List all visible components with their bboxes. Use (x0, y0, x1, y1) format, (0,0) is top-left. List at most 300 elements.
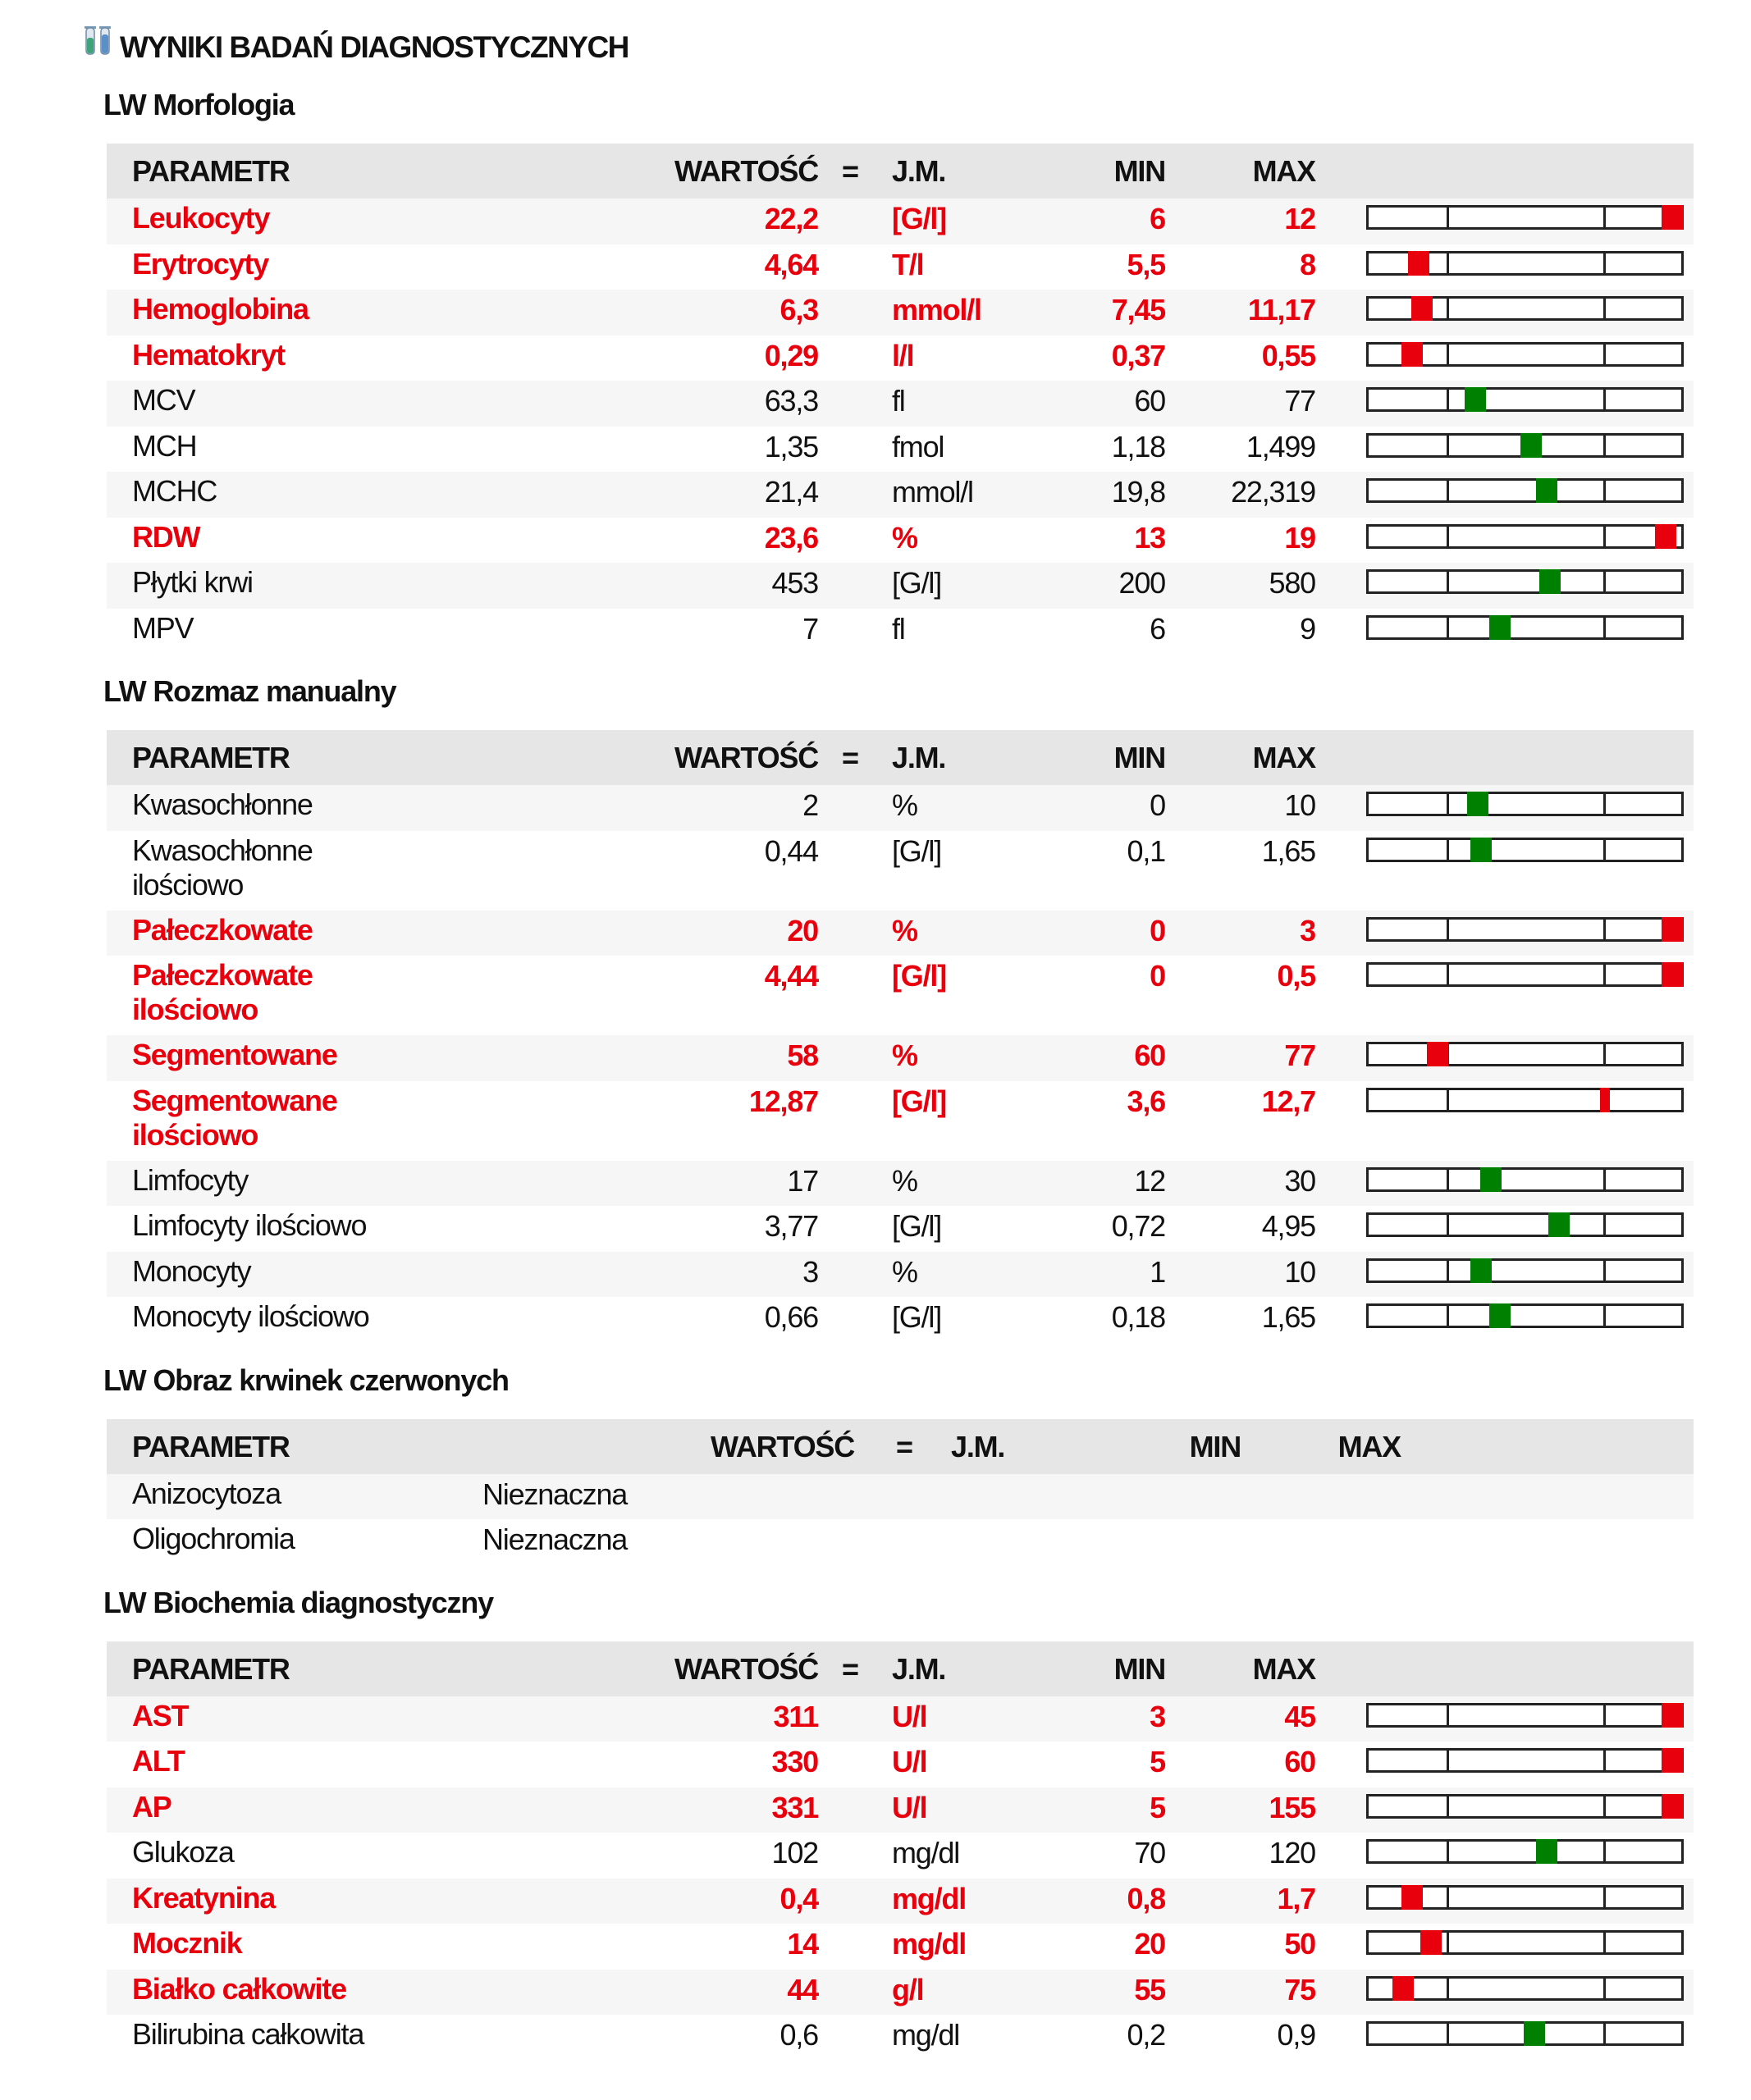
header-unit: J.M. (892, 154, 946, 188)
range-min-divider (1447, 1842, 1449, 1861)
table-row (107, 1787, 1694, 1833)
in-range-marker (1489, 1303, 1511, 1328)
param-max: 0,55 (1261, 338, 1315, 372)
range-min-divider (1447, 1933, 1449, 1952)
range-min-divider (1447, 1306, 1449, 1326)
param-max: 12,7 (1261, 1084, 1315, 1118)
param-name: Kwasochłonne ilościowo (132, 833, 313, 902)
section-title: LW Obraz krwinek czerwonych (103, 1363, 509, 1397)
range-max-divider (1603, 1888, 1606, 1907)
param-min: 0 (1150, 788, 1165, 822)
param-max: 11,17 (1247, 293, 1315, 326)
range-indicator (1366, 1088, 1684, 1112)
range-min-divider (1447, 1170, 1449, 1189)
param-unit: U/l (892, 1745, 927, 1778)
range-max-divider (1603, 1933, 1606, 1952)
header-max: MAX (1252, 154, 1315, 188)
in-range-marker (1520, 433, 1542, 458)
header-eq: = (842, 1651, 858, 1686)
out-of-range-marker (1392, 1976, 1414, 2001)
in-range-marker (1536, 1839, 1557, 1864)
range-indicator (1366, 2021, 1684, 2046)
param-unit: U/l (892, 1790, 927, 1824)
results-table (107, 1641, 1694, 2061)
table-header (107, 1641, 1694, 1696)
header-eq: = (842, 741, 858, 774)
param-min: 7,45 (1111, 293, 1165, 326)
header-min: MIN (1113, 154, 1165, 188)
table-row (107, 1833, 1694, 1879)
out-of-range-marker (1662, 917, 1683, 942)
param-value: 0,66 (764, 1300, 818, 1334)
param-name: MCHC (132, 474, 217, 508)
param-name: Białko całkowite (132, 1971, 346, 2006)
param-value: 3,77 (764, 1209, 818, 1243)
param-value: 17 (787, 1163, 818, 1198)
param-max: 75 (1284, 1972, 1315, 2006)
test-tubes-icon (82, 25, 113, 57)
header-value: WARTOŚĆ (674, 1651, 818, 1686)
header-unit: J.M. (892, 1651, 946, 1686)
param-value: 330 (771, 1745, 818, 1778)
range-min-divider (1447, 299, 1449, 318)
param-min: 60 (1134, 1039, 1165, 1072)
table-row (107, 381, 1694, 427)
range-max-divider (1603, 1796, 1606, 1816)
param-unit: mmol/l (892, 475, 973, 509)
range-min-divider (1447, 1261, 1449, 1281)
header-param: PARAMETR (132, 1651, 290, 1686)
range-indicator (1366, 1748, 1684, 1773)
range-min-divider (1447, 208, 1449, 227)
range-indicator (1366, 917, 1684, 942)
param-value: 3 (802, 1254, 818, 1289)
range-indicator (1366, 1976, 1684, 2001)
param-value: 311 (773, 1699, 818, 1733)
header-eq: = (842, 154, 858, 188)
results-table (107, 730, 1694, 1343)
range-min-divider (1447, 390, 1449, 409)
param-max: 1,65 (1261, 1300, 1315, 1334)
table-row (107, 1970, 1694, 2016)
header-param: PARAMETR (132, 1429, 290, 1463)
param-name: Hemoglobina (132, 292, 309, 326)
param-unit: % (892, 913, 917, 947)
range-min-divider (1447, 1705, 1449, 1725)
range-max-divider (1603, 965, 1606, 984)
range-min-divider (1447, 840, 1449, 860)
param-min: 0,72 (1111, 1209, 1165, 1243)
param-min: 0,18 (1111, 1300, 1165, 1334)
param-unit: [G/l] (892, 1084, 946, 1118)
table-row (107, 1206, 1694, 1252)
out-of-range-marker (1411, 296, 1433, 321)
range-indicator (1366, 524, 1684, 549)
range-indicator (1366, 296, 1684, 321)
param-min: 5,5 (1127, 247, 1165, 281)
param-unit: T/l (892, 247, 924, 281)
param-name: ALT (132, 1744, 185, 1778)
param-value: 102 (771, 1836, 818, 1869)
param-name: Mocznik (132, 1926, 242, 1960)
header-min: MIN (1113, 741, 1165, 774)
param-unit: % (892, 1163, 917, 1198)
range-max-divider (1603, 572, 1606, 591)
header-value: WARTOŚĆ (674, 741, 818, 774)
param-name: RDW (132, 519, 200, 554)
param-min: 1 (1150, 1254, 1165, 1289)
header-max: MAX (1252, 1651, 1315, 1686)
table-row (107, 1696, 1694, 1742)
param-max: 50 (1284, 1927, 1315, 1961)
param-value: 0,29 (764, 338, 818, 372)
table-header (107, 144, 1694, 199)
range-min-divider (1447, 436, 1449, 455)
param-unit: [G/l] (892, 833, 942, 868)
param-min: 6 (1150, 611, 1165, 646)
param-min: 70 (1134, 1836, 1165, 1869)
param-max: 45 (1284, 1699, 1315, 1733)
param-name: AP (132, 1789, 171, 1824)
out-of-range-marker (1662, 962, 1683, 987)
range-min-divider (1447, 1751, 1449, 1770)
range-max-divider (1603, 1215, 1606, 1235)
param-max: 1,7 (1277, 1881, 1315, 1915)
param-min: 0,37 (1111, 338, 1165, 372)
param-min: 20 (1134, 1927, 1165, 1961)
param-name: MCH (132, 428, 197, 463)
header-eq: = (896, 1429, 912, 1463)
page-title-text: WYNIKI BADAŃ DIAGNOSTYCZNYCH (120, 30, 629, 64)
table-row (107, 1474, 1694, 1520)
in-range-marker (1548, 1212, 1570, 1237)
results-content (0, 80, 1751, 2061)
range-indicator (1366, 1258, 1684, 1283)
table-row (107, 1081, 1694, 1161)
range-min-divider (1447, 2024, 1449, 2043)
range-max-divider (1603, 1705, 1606, 1725)
page-title (82, 23, 629, 72)
out-of-range-marker (1427, 1042, 1448, 1066)
param-name: Limfocyty ilościowo (132, 1208, 367, 1242)
section (0, 1355, 1751, 1565)
range-min-divider (1447, 527, 1449, 546)
table-row (107, 336, 1694, 381)
range-min-divider (1447, 1215, 1449, 1235)
table-row (107, 1519, 1694, 1565)
param-unit: l/l (892, 338, 914, 372)
range-indicator (1366, 433, 1684, 458)
param-value: 14 (787, 1927, 818, 1961)
in-range-marker (1524, 2021, 1545, 2046)
range-indicator (1366, 251, 1684, 276)
range-max-divider (1603, 527, 1606, 546)
param-value: 21,4 (764, 475, 818, 509)
table-row (107, 785, 1694, 831)
section (0, 666, 1751, 1343)
table-row (107, 1161, 1694, 1207)
param-name: Pałeczkowate ilościowo (132, 958, 313, 1026)
table-row (107, 472, 1694, 518)
range-max-divider (1603, 1044, 1606, 1064)
table-header (107, 1419, 1694, 1474)
param-unit: [G/l] (892, 1300, 942, 1334)
param-max: 9 (1300, 611, 1315, 646)
header-unit: J.M. (951, 1429, 1005, 1463)
param-unit: [G/l] (892, 566, 942, 600)
table-row (107, 2015, 1694, 2061)
range-indicator (1366, 615, 1684, 640)
param-name: Anizocytoza (132, 1476, 281, 1510)
param-max: 77 (1284, 1039, 1315, 1072)
param-min: 5 (1150, 1745, 1165, 1778)
header-param: PARAMETR (132, 154, 290, 188)
param-name: Limfocyty (132, 1162, 249, 1197)
table-row (107, 290, 1694, 336)
range-indicator (1366, 342, 1684, 367)
param-name: Płytki krwi (132, 565, 253, 599)
in-range-marker (1480, 1167, 1502, 1192)
results-table (107, 144, 1694, 654)
out-of-range-marker (1662, 1703, 1683, 1728)
param-unit: [G/l] (892, 202, 946, 235)
param-min: 200 (1118, 566, 1165, 600)
param-result-text: Nieznaczna (482, 1477, 628, 1511)
param-unit: g/l (892, 1972, 924, 2006)
range-max-divider (1603, 1979, 1606, 1998)
param-value: 12,87 (748, 1084, 818, 1118)
param-max: 19 (1284, 520, 1315, 555)
param-min: 6 (1150, 202, 1165, 235)
param-max: 10 (1284, 1254, 1315, 1289)
range-indicator (1366, 1794, 1684, 1819)
param-name: Hematokryt (132, 337, 286, 372)
in-range-marker (1489, 615, 1511, 640)
range-indicator (1366, 1167, 1684, 1192)
range-max-divider (1603, 208, 1606, 227)
param-name: Monocyty (132, 1253, 251, 1288)
out-of-range-marker (1420, 1930, 1442, 1955)
header-value: WARTOŚĆ (711, 1429, 854, 1463)
param-unit: mg/dl (892, 1927, 966, 1961)
param-name: Kreatynina (132, 1880, 276, 1915)
param-name: Bilirubina całkowita (132, 2017, 364, 2051)
table-row (107, 1924, 1694, 1970)
out-of-range-marker (1401, 342, 1423, 367)
out-of-range-marker (1662, 205, 1683, 230)
in-range-marker (1539, 569, 1561, 594)
range-max-divider (1603, 840, 1606, 860)
section-title: LW Biochemia diagnostyczny (103, 1585, 493, 1619)
in-range-marker (1470, 1258, 1492, 1283)
table-row (107, 1879, 1694, 1924)
range-indicator (1366, 962, 1684, 987)
range-indicator (1366, 1839, 1684, 1864)
range-indicator (1366, 1303, 1684, 1328)
range-indicator (1366, 838, 1684, 862)
param-value: 0,6 (779, 2018, 818, 2052)
param-unit: U/l (892, 1699, 927, 1733)
param-min: 0 (1150, 913, 1165, 947)
range-max-divider (1603, 481, 1606, 500)
results-table (107, 1419, 1694, 1565)
param-value: 0,4 (779, 1881, 818, 1915)
param-min: 3 (1150, 1699, 1165, 1733)
range-indicator (1366, 205, 1684, 230)
range-min-divider (1447, 572, 1449, 591)
range-indicator (1366, 387, 1684, 412)
param-min: 0 (1150, 959, 1165, 993)
param-value: 22,2 (764, 202, 818, 235)
param-min: 12 (1134, 1163, 1165, 1198)
range-max-divider (1603, 1170, 1606, 1189)
out-of-range-marker (1408, 251, 1429, 276)
param-name: Erytrocyty (132, 246, 269, 281)
range-min-divider (1447, 1796, 1449, 1816)
param-unit: % (892, 788, 917, 822)
table-row (107, 911, 1694, 956)
param-min: 3,6 (1127, 1084, 1165, 1118)
range-max-divider (1603, 920, 1606, 939)
param-unit: [G/l] (892, 1209, 942, 1243)
range-indicator (1366, 1930, 1684, 1955)
table-row (107, 1297, 1694, 1343)
in-range-marker (1465, 387, 1486, 412)
param-unit: mmol/l (892, 293, 981, 326)
range-max-divider (1603, 436, 1606, 455)
param-min: 13 (1134, 520, 1165, 555)
param-max: 155 (1269, 1790, 1315, 1824)
range-min-divider (1447, 253, 1449, 273)
param-value: 4,44 (764, 959, 818, 993)
param-name: Kwasochłonne (132, 788, 313, 821)
param-unit: % (892, 520, 917, 555)
param-name: Glukoza (132, 1835, 234, 1869)
param-max: 12 (1284, 202, 1315, 235)
param-name: Leukocyty (132, 201, 270, 235)
table-row (107, 1742, 1694, 1787)
param-unit: mg/dl (892, 1836, 960, 1869)
in-range-marker (1467, 792, 1488, 816)
range-min-divider (1447, 794, 1449, 814)
table-row (107, 956, 1694, 1035)
in-range-marker (1536, 478, 1557, 503)
param-unit: % (892, 1254, 917, 1289)
in-range-marker (1470, 838, 1492, 862)
table-row (107, 427, 1694, 472)
out-of-range-marker (1662, 1748, 1683, 1773)
table-row (107, 609, 1694, 655)
range-indicator (1366, 792, 1684, 816)
range-max-divider (1603, 1751, 1606, 1770)
param-name: Oligochromia (132, 1522, 295, 1555)
param-name: Monocyty ilościowo (132, 1299, 369, 1333)
param-max: 580 (1269, 566, 1315, 600)
param-min: 0,2 (1127, 2018, 1165, 2052)
range-min-divider (1447, 1888, 1449, 1907)
param-result-text: Nieznaczna (482, 1522, 628, 1556)
out-of-range-marker (1662, 1794, 1683, 1819)
param-name: AST (132, 1698, 189, 1732)
param-name: Segmentowane (132, 1038, 337, 1071)
param-unit: fl (892, 611, 905, 646)
range-min-divider (1447, 481, 1449, 500)
range-max-divider (1603, 618, 1606, 637)
param-name: Segmentowane ilościowo (132, 1083, 337, 1152)
table-row (107, 831, 1694, 911)
header-max: MAX (1337, 1429, 1401, 1463)
param-max: 0,9 (1277, 2018, 1315, 2052)
param-value: 453 (771, 566, 818, 600)
param-min: 5 (1150, 1790, 1165, 1824)
range-min-divider (1447, 1979, 1449, 1998)
range-min-divider (1447, 618, 1449, 637)
param-min: 1,18 (1111, 429, 1165, 463)
range-min-divider (1447, 920, 1449, 939)
param-name: MCV (132, 383, 195, 417)
param-value: 7 (802, 611, 818, 646)
range-max-divider (1603, 1261, 1606, 1281)
table-row (107, 1252, 1694, 1298)
out-of-range-marker (1600, 1088, 1610, 1112)
range-indicator (1366, 1703, 1684, 1728)
param-value: 23,6 (764, 520, 818, 555)
param-value: 63,3 (764, 384, 818, 418)
range-max-divider (1603, 253, 1606, 273)
param-unit: fl (892, 384, 905, 418)
header-value: WARTOŚĆ (674, 154, 818, 188)
param-max: 60 (1284, 1745, 1315, 1778)
param-value: 331 (771, 1790, 818, 1824)
param-min: 0,8 (1127, 1881, 1165, 1915)
header-max: MAX (1252, 741, 1315, 774)
param-value: 4,64 (764, 247, 818, 281)
param-min: 0,1 (1127, 833, 1165, 868)
param-unit: mg/dl (892, 1881, 966, 1915)
header-unit: J.M. (892, 741, 946, 774)
range-indicator (1366, 569, 1684, 594)
param-max: 22,319 (1231, 475, 1315, 509)
param-min: 19,8 (1111, 475, 1165, 509)
param-name: Pałeczkowate (132, 912, 313, 947)
range-max-divider (1603, 794, 1606, 814)
table-header (107, 730, 1694, 785)
param-max: 10 (1284, 788, 1315, 822)
range-min-divider (1447, 965, 1449, 984)
out-of-range-marker (1655, 524, 1676, 549)
range-min-divider (1447, 345, 1449, 364)
range-indicator (1366, 1042, 1684, 1066)
range-indicator (1366, 1212, 1684, 1237)
param-value: 6,3 (779, 293, 818, 326)
range-min-divider (1447, 1090, 1449, 1110)
param-max: 1,499 (1246, 429, 1315, 463)
range-max-divider (1603, 1306, 1606, 1326)
section (0, 1577, 1751, 2061)
param-value: 20 (787, 913, 818, 947)
param-unit: fmol (892, 429, 944, 463)
section-title: LW Rozmaz manualny (103, 674, 396, 708)
out-of-range-marker (1401, 1885, 1423, 1910)
param-max: 30 (1284, 1163, 1315, 1198)
range-max-divider (1603, 2024, 1606, 2043)
range-indicator (1366, 1885, 1684, 1910)
param-name: MPV (132, 610, 194, 645)
range-max-divider (1603, 299, 1606, 318)
param-min: 60 (1134, 384, 1165, 418)
param-max: 3 (1300, 913, 1315, 947)
param-unit: % (892, 1039, 917, 1072)
